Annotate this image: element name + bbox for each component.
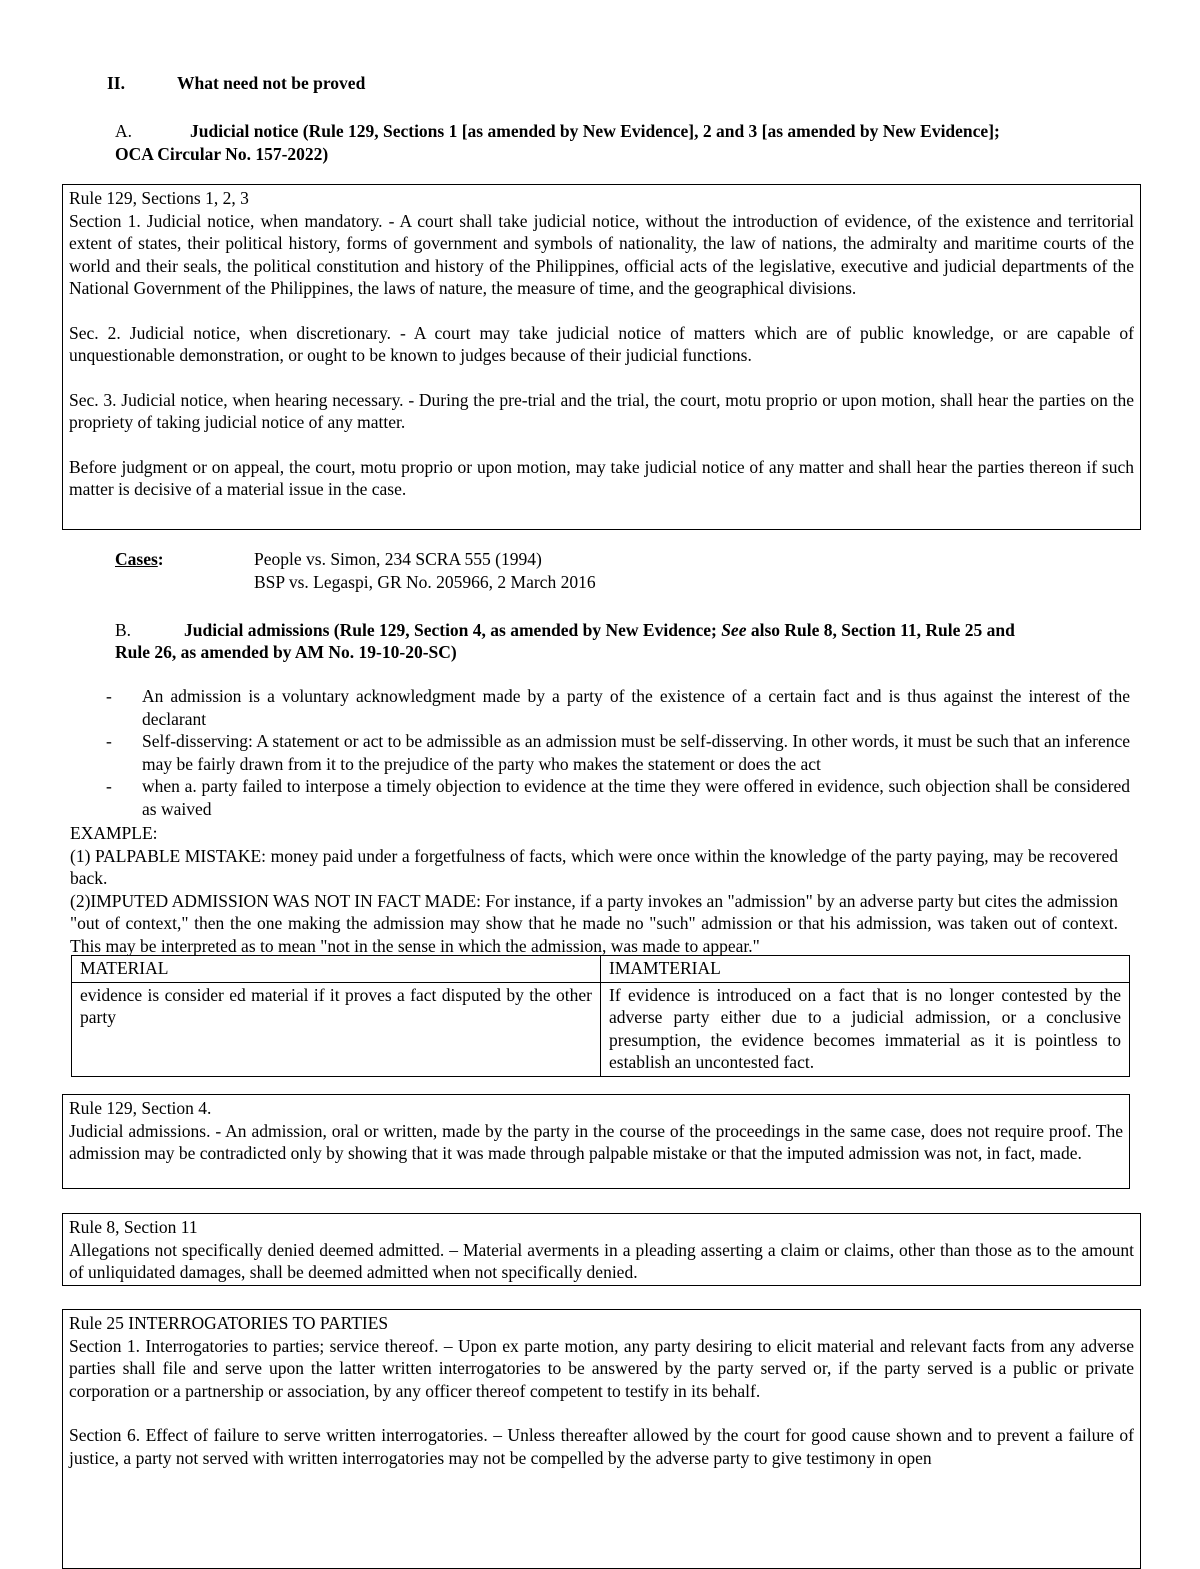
section-number: II. xyxy=(107,73,125,93)
table-header-cell: MATERIAL xyxy=(72,956,601,983)
table-cell: If evidence is introduced on a fact that is no longer contested by the adverse party either due to a judicial admission, or a conclusive presumption, the evidence becomes immaterial as it is pointless to establish an uncontested fact. xyxy=(601,982,1130,1076)
part-b-heading-line2: Rule 26, as amended by AM No. 19-10-20-SC) xyxy=(115,642,457,662)
bullet-dash: - xyxy=(106,686,112,706)
table-header-cell: IMAMTERIAL xyxy=(601,956,1130,983)
rule-129-section-3: Sec. 3. Judicial notice, when hearing necessary. - During the pre-trial and the trial, the court, motu proprio or upon motion, shall hear the parties on the propriety of taking judicial notice of any matter. xyxy=(69,389,1134,432)
bullet-text: when a. party failed to interpose a timely objection to evidence at the time they were offered in evidence, such objection shall be considered as waived xyxy=(142,776,1130,819)
bullet-text: Self-disserving: A statement or act to be admissible as an admission must be self-disserving. In other words, it must be such that an inference may be fairly drawn from it to the prejudice of the party who makes the statement or does the act xyxy=(142,731,1130,774)
bullet-dash: - xyxy=(106,776,112,796)
part-b-letter: B. xyxy=(115,620,132,640)
part-a-letter: A. xyxy=(115,121,133,141)
material-immaterial-table xyxy=(71,955,1130,1077)
case-item: People vs. Simon, 234 SCRA 555 (1994) xyxy=(254,549,542,569)
rule-129-section-1: Section 1. Judicial notice, when mandatory. - A court shall take judicial notice, without the introduction of evidence, of the existence and territorial extent of states, their political history, forms of government and symbols of nationality, the law of nations, the admiralty and maritime courts of the world and their seals, the political constitution and history of the Philippines, official acts of the legislative, executive and judicial departments of the National Government of the Philippines, the laws of nature, the measure of time, and the geographical divisions. xyxy=(69,210,1134,298)
rule-129-sec-4-box xyxy=(62,1094,1130,1189)
cases-label-wrap xyxy=(115,548,164,571)
part-b-heading-see: See xyxy=(721,620,747,640)
list-item xyxy=(106,775,1130,820)
section-title: What need not be proved xyxy=(177,73,366,93)
bullet-text: An admission is a voluntary acknowledgment made by a party of the existence of a certain fact and is thus against the interest of the declarant xyxy=(142,686,1130,729)
bullet-dash: - xyxy=(106,731,112,751)
rule-129-box-title: Rule 129, Sections 1, 2, 3 xyxy=(69,188,249,208)
list-item xyxy=(106,685,1130,730)
part-b-heading-line1 xyxy=(184,619,1015,642)
case-item: BSP vs. Legaspi, GR No. 205966, 2 March 2016 xyxy=(254,572,596,592)
example-block xyxy=(70,822,1118,957)
rule-8-title: Rule 8, Section 11 xyxy=(69,1217,198,1237)
table-header-row xyxy=(72,956,1130,983)
rule-129-box xyxy=(62,184,1141,530)
rule-25-section-1: Section 1. Interrogatories to parties; service thereof. – Upon ex parte motion, any party desiring to elicit material and relevant facts from any adverse parties shall file and serve upon the latter written interrogatories to be answered by the party served or, if the party served is a public or private corporation or a partnership or association, by any officer thereof competent to testify in its behalf. xyxy=(69,1335,1134,1401)
rule-129-sec-4-title: Rule 129, Section 4. xyxy=(69,1098,212,1118)
rule-8-sec-11-box xyxy=(62,1213,1141,1286)
list-item xyxy=(106,730,1130,775)
table-row xyxy=(72,982,1130,1076)
table-cell: evidence is consider ed material if it proves a fact disputed by the other party xyxy=(72,982,601,1076)
admission-bullet-list xyxy=(106,685,1130,820)
part-a-heading-line1: Judicial notice (Rule 129, Sections 1 [as amended by New Evidence], 2 and 3 [as amended by New Evidence]; xyxy=(190,121,1000,141)
part-b-heading-post: also Rule 8, Section 11, Rule 25 and xyxy=(746,620,1015,640)
part-a-heading-line2: OCA Circular No. 157-2022) xyxy=(115,144,329,164)
rule-8-body: Allegations not specifically denied deemed admitted. – Material averments in a pleading asserting a claim or claims, other than those as to the amount of unliquidated damages, shall be deemed admitted when not specifically denied. xyxy=(69,1239,1134,1282)
rule-25-section-6: Section 6. Effect of failure to serve written interrogatories. – Unless thereafter allowed by the court for good cause shown and to prevent a failure of justice, a party not served with written interrogatories may not be compelled by the adverse party to give testimony in open xyxy=(69,1425,1134,1468)
rule-25-title: Rule 25 INTERROGATORIES TO PARTIES xyxy=(69,1313,389,1333)
rule-129-section-3-continued: Before judgment or on appeal, the court, motu proprio or upon motion, may take judicial notice of any matter and shall hear the parties thereon if such matter is decisive of a material issue in the case. xyxy=(69,456,1134,499)
cases-colon: : xyxy=(157,549,164,569)
example-label: EXAMPLE: xyxy=(70,823,158,843)
part-b-heading-pre: Judicial admissions (Rule 129, Section 4, as amended by New Evidence; xyxy=(184,620,722,640)
cases-label: Cases xyxy=(115,549,158,569)
rule-25-box xyxy=(62,1309,1141,1569)
example-item-1: (1) PALPABLE MISTAKE: money paid under a forgetfulness of facts, which were once within the knowledge of the party paying, may be recovered back. xyxy=(70,845,1118,888)
rule-129-sec-4-body: Judicial admissions. - An admission, oral or written, made by the party in the course of the proceedings in the same case, does not require proof. The admission may be contradicted only by showing that it was made through palpable mistake or that the imputed admission was not, in fact, made. xyxy=(69,1120,1123,1163)
example-item-2: (2)IMPUTED ADMISSION WAS NOT IN FACT MADE: For instance, if a party invokes an "admission" by an adverse party but cites the admission "out of context," then the one making the admission may show that he made no "such" admission or that his admission, was taken out of context. This may be interpreted as to mean "not in the sense in which the admission, was made to appear." xyxy=(70,890,1118,956)
rule-129-section-2: Sec. 2. Judicial notice, when discretionary. - A court may take judicial notice of matters which are of public knowledge, or are capable of unquestionable demonstration, or ought to be known to judges because of their judicial functions. xyxy=(69,322,1134,365)
